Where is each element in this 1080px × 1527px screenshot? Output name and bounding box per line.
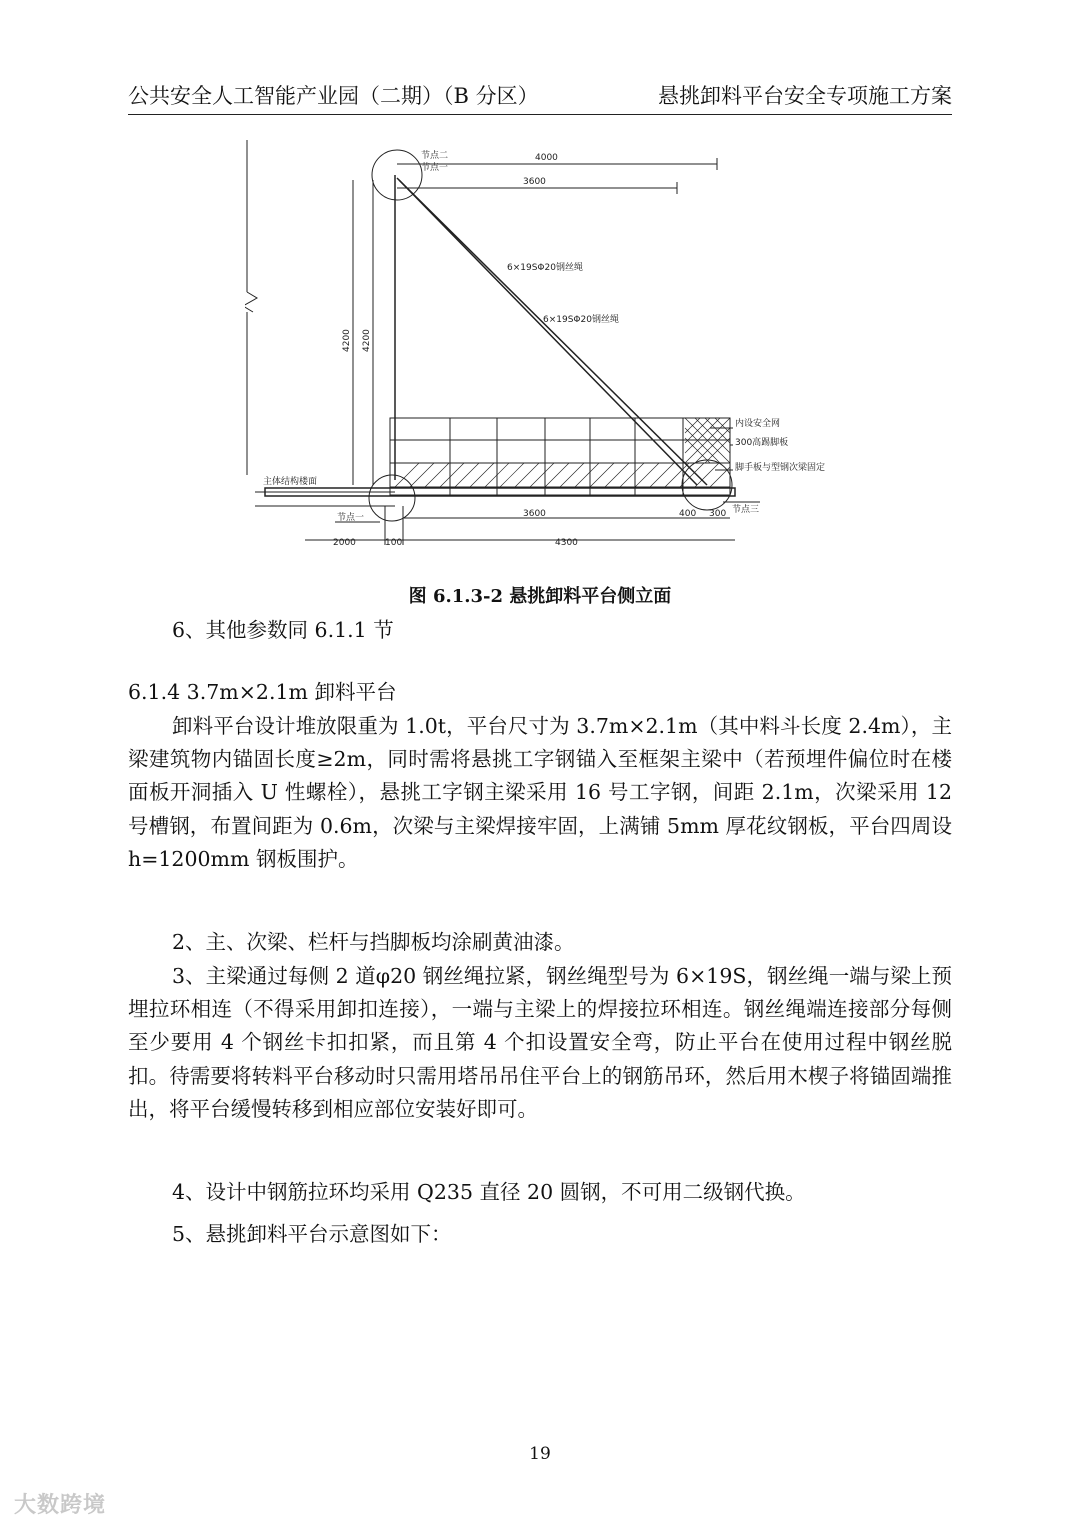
dim-4200-a-label: 4200 [342,329,352,352]
dim-3600-top-label: 3600 [523,177,546,187]
node1-top-label: 节点一 [421,163,449,173]
node1-bottom-label: 节点一 [337,513,365,523]
watermark: 大数跨境 [14,1493,107,1518]
header-divider [128,114,952,115]
page-header [128,80,952,112]
paragraph-paint: 2、主、次梁、栏杆与挡脚板均涂刷黄油漆。 [172,930,575,954]
wire-rope-1 [397,178,707,485]
platform-side-elevation-drawing [245,140,845,555]
node3-label: 节点三 [732,505,760,515]
paragraph-rebar-ring: 4、设计中钢筋拉环均采用 Q235 直径 20 圆钢，不可用二级钢代换。 [172,1180,806,1204]
paragraph-other-params: 6、其他参数同 6.1.1 节 [172,618,394,642]
dim-4200-b-label: 4200 [362,329,372,352]
node2-label: 节点二 [421,151,449,161]
break-mark [245,292,257,312]
dim-4000-label: 4000 [535,153,558,163]
dim-4300-label: 4300 [555,538,578,548]
kickboard-label: 300高踢脚板 [735,438,789,448]
figure-caption: 图 6.1.3-2 悬挑卸料平台侧立面 [408,586,672,607]
paragraph-wire-rope: 3、主梁通过每侧 2 道φ20 钢丝绳拉紧，钢丝绳型号为 6×19S，钢丝绳一端与梁上预埋拉环相连（不得采用卸扣连接），一端与主梁上的焊接拉环相连。钢丝绳端连接部分每侧至少要用 4 个钢丝卡扣扣紧，而且第 4 个扣设置安全弯，防止平台在使用过程中钢丝脱扣。待需要将转料平台移动时只需用塔吊吊住平台上的钢筋吊环，然后用木楔子将锚固端推出，将平台缓慢转移到相应部位安装好即可。 [128,964,952,1121]
rope2-label: 6×19SΦ20钢丝绳 [543,315,619,325]
node1-circle [369,475,415,521]
node2-circle [372,150,422,200]
net-label: 内设安全网 [735,419,781,429]
dim-400-label: 400 [679,509,697,519]
rope1-label: 6×19SΦ20钢丝绳 [507,263,583,273]
paragraph-diagram-intro: 5、悬挑卸料平台示意图如下： [172,1222,452,1246]
dim-2000-label: 2000 [333,538,356,548]
wire-rope-2 [399,180,697,485]
header-left: 公共安全人工智能产业园（二期）（B 分区） [128,84,539,108]
dim-3600-bottom-label: 3600 [523,509,546,519]
page-number: 19 [529,1444,551,1464]
fix-label: 脚手板与型钢次梁固定 [735,463,826,473]
section-heading-6-1-4: 6.1.4 3.7m×2.1m 卸料平台 [128,680,397,704]
floor-label: 主体结构楼面 [263,477,318,487]
dim-300-label: 300 [709,509,727,519]
paragraph-platform-design: 卸料平台设计堆放限重为 1.0t，平台尺寸为 3.7m×2.1m（其中料斗长度 2.4m），主梁建筑物内锚固长度≥2m，同时需将悬挑工字钢锚入至框架主梁中（若预埋件偏位时在楼面板开洞插入 U 性螺栓），悬挑工字钢主梁采用 16 号工字钢，间距 2.1m，次梁采用 12 号槽钢，布置间距为 0.6m，次梁与主梁焊接牢固，上满铺 5mm 厚花纹钢板，平台四周设 h=1200mm 钢板围护。 [128,714,952,871]
header-right: 悬挑卸料平台安全专项施工方案 [658,84,952,108]
dim-100-label: 100 [385,538,403,548]
